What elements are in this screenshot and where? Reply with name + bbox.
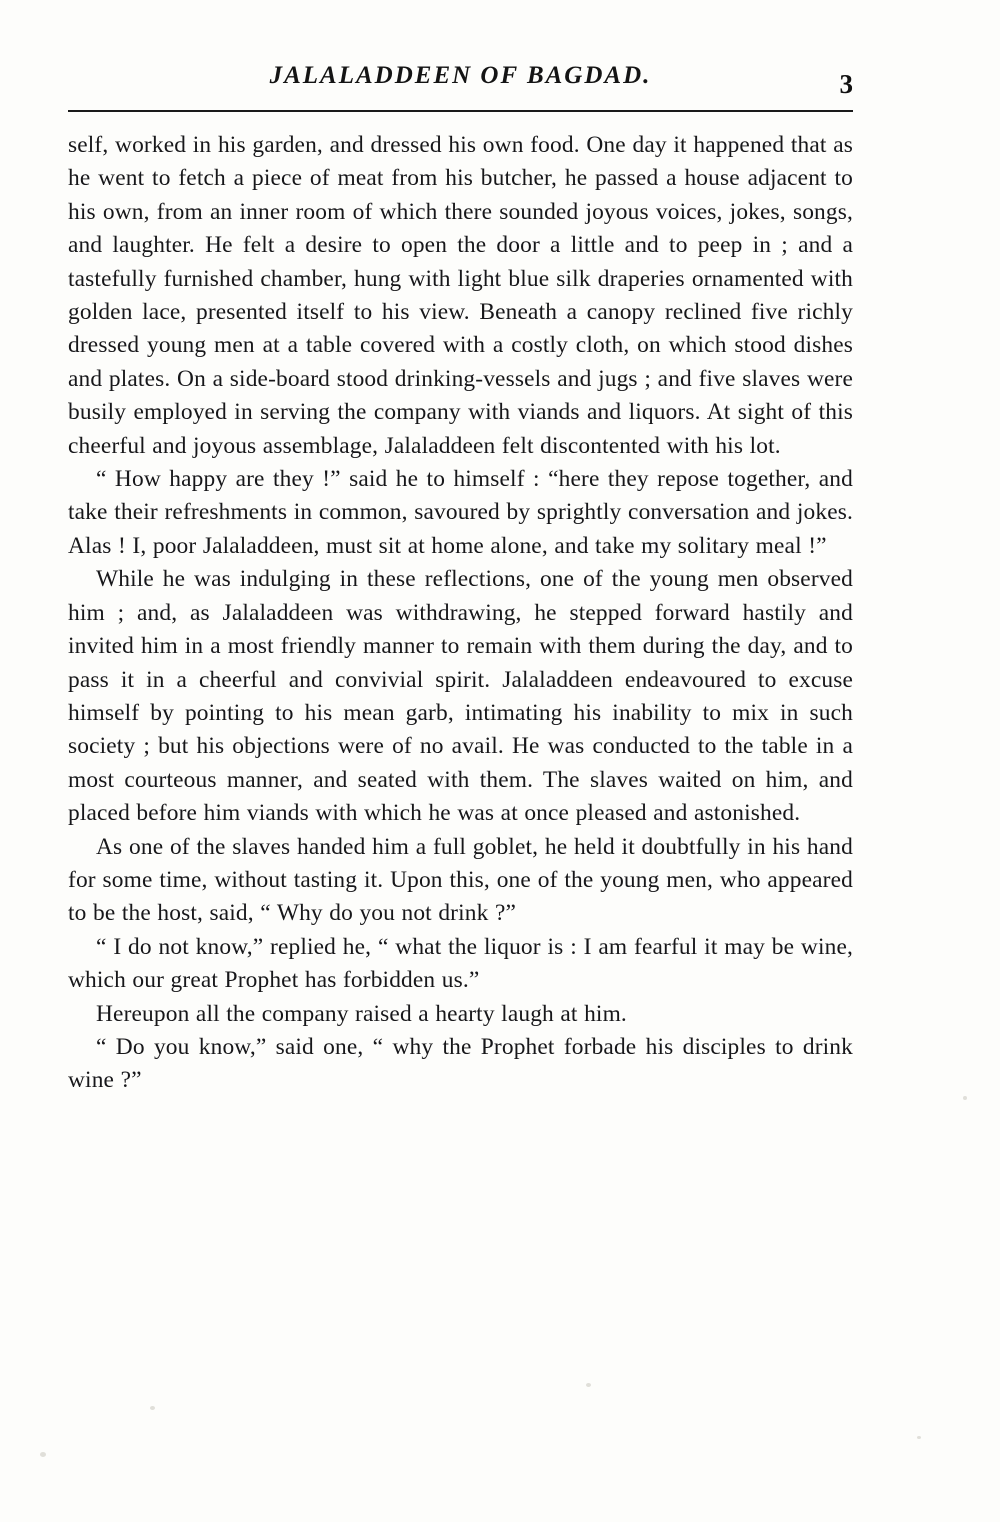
paper-speck xyxy=(150,1406,155,1410)
page-number: 3 xyxy=(839,69,853,99)
paragraph: As one of the slaves handed him a full goblet, he held it doubtfully in his hand for some time, without tasting it. Upon this, one of the young men, who appeared to be the host, said, “ Why do you not drink ?” xyxy=(68,833,853,927)
paper-speck xyxy=(917,1436,921,1439)
paper-speck xyxy=(963,1096,967,1100)
running-header xyxy=(68,62,853,102)
paragraph: “ I do not know,” replied he, “ what the liquor is : I am fearful it may be wine, which our great Prophet has forbidden us.” xyxy=(68,933,853,994)
running-head-title: JALALADDEEN OF BAGDAD. xyxy=(269,62,652,89)
paper-speck xyxy=(586,1383,591,1387)
paragraph: While he was indulging in these reflections, one of the young men observed him ; and, as Jalaladdeen was withdrawing, he stepped forward hastily and invited him in a most friendly manner to remain with them during the day, and to pass it in a cheerful and convivial spirit. Jalaladdeen endeavoured to excuse himself by pointing to his mean garb, intimating his inability to mix in such society ; but his objections were of no avail. He was conducted to the table in a most courteous manner, and seated with them. The slaves waited on him, and placed before him viands with which he was at once pleased and astonished. xyxy=(68,566,853,827)
header-rule xyxy=(68,110,853,112)
paragraph: Hereupon all the company raised a hearty laugh at him. xyxy=(96,1000,627,1027)
paragraph: self, worked in his garden, and dressed his own food. One day it happened that as he went to fetch a piece of meat from his butcher, he passed a house adjacent to his own, from an inner room of which there sounded joyous voices, jokes, songs, and laughter. He felt a desire to open the door a little and to peep in ; and a tastefully furnished chamber, hung with light blue silk draperies ornamented with golden lace, presented itself to his view. Beneath a canopy reclined five richly dressed young men at a table covered with a costly cloth, on which stood dishes and plates. On a side-board stood drinking-vessels and jugs ; and five slaves were busily employed in serving the company with viands and liquors. At sight of this cheerful and joyous assemblage, Jalaladdeen felt discontented with his lot. xyxy=(68,132,853,459)
paper-speck xyxy=(40,1452,46,1457)
body-text xyxy=(68,129,853,1098)
paragraph: “ Do you know,” said one, “ why the Prophet forbade his disciples to drink wine ?” xyxy=(68,1033,853,1094)
page-content xyxy=(68,62,853,1098)
paragraph: “ How happy are they !” said he to himself : “here they repose together, and take their refreshments in common, savoured by sprightly conversation and jokes. Alas ! I, poor Jalaladdeen, must sit at home alone, and take my solitary meal !” xyxy=(68,466,853,559)
